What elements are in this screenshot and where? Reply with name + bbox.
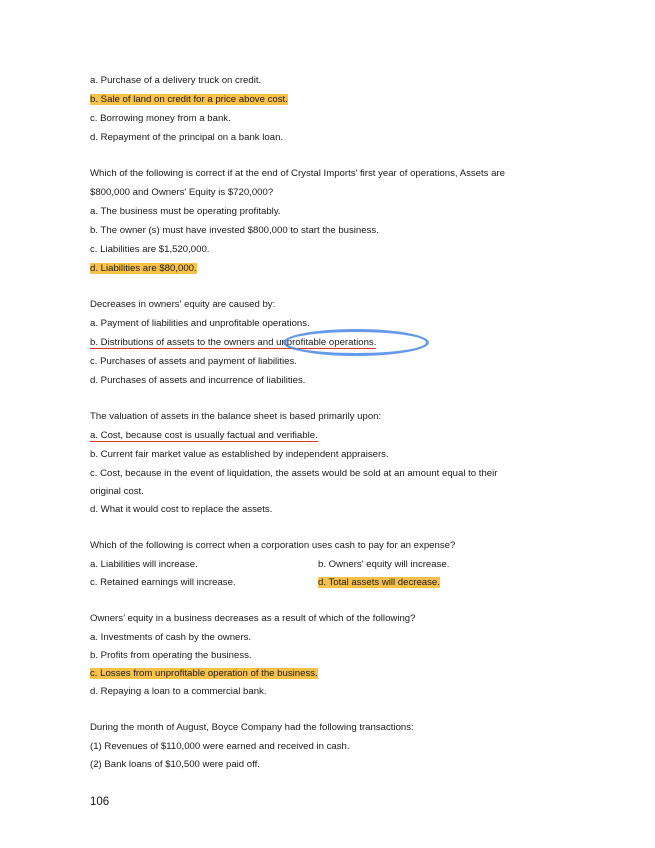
option-d: d. What it would cost to replace the assets. — [90, 504, 273, 515]
question-stem: Which of the following is correct when a corporation uses cash to pay for an expense? — [90, 540, 456, 551]
question-stem-cont: $800,000 and Owners' Equity is $720,000? — [90, 187, 274, 198]
question-stem: During the month of August, Boyce Company had the following transactions: — [90, 722, 414, 733]
option-a-underlined — [90, 429, 318, 443]
option-b: b. Current fair market value as established by independent appraisers. — [90, 449, 389, 460]
option-b: b. The owner (s) must have invested $800,000 to start the business. — [90, 225, 379, 236]
option-d-highlighted — [318, 576, 440, 590]
option-c-highlighted — [90, 667, 318, 681]
pen-circle-annotation — [283, 329, 429, 356]
option-b: b. Owners' equity will increase. — [318, 559, 450, 570]
option-d: d. Repaying a loan to a commercial bank. — [90, 686, 267, 697]
transaction-item: (2) Bank loans of $10,500 were paid off. — [90, 759, 260, 770]
question-stem: The valuation of assets in the balance sheet is based primarily upon: — [90, 411, 382, 422]
option-c: c. Purchases of assets and payment of liabilities. — [90, 356, 297, 367]
option-c: c. Retained earnings will increase. — [90, 577, 236, 588]
option-d-highlighted — [90, 262, 197, 276]
underline-mark: b. Distributions of assets to the owners and unprofitable operations. — [90, 337, 377, 348]
highlight-mark: d. Liabilities are $80,000. — [90, 263, 197, 274]
option-c: c. Liabilities are $1,520,000. — [90, 244, 210, 255]
option-d: d. Purchases of assets and incurrence of liabilities. — [90, 375, 306, 386]
question-stem: Which of the following is correct if at the end of Crystal Imports’ first year of operations, Assets are — [90, 168, 506, 179]
option-b-highlighted — [90, 93, 288, 107]
highlight-mark: d. Total assets will decrease. — [318, 577, 440, 588]
option-a: a. Liabilities will increase. — [90, 559, 198, 570]
option-c: c. Cost, because in the event of liquidation, the assets would be sold at an amount equal to their — [90, 468, 498, 479]
question-stem: Decreases in owners' equity are caused by: — [90, 299, 276, 310]
option-a: a. The business must be operating profitably. — [90, 206, 281, 217]
transaction-item: (1) Revenues of $110,000 were earned and received in cash. — [90, 741, 350, 752]
underline-mark: a. Cost, because cost is usually factual and verifiable. — [90, 430, 318, 441]
option-a: a. Investments of cash by the owners. — [90, 632, 252, 643]
option-a: a. Payment of liabilities and unprofitable operations. — [90, 318, 310, 329]
option-c: c. Borrowing money from a bank. — [90, 113, 231, 124]
option-a: a. Purchase of a delivery truck on credit. — [90, 75, 262, 86]
page-number: 106 — [90, 796, 110, 808]
option-c-cont: original cost. — [90, 486, 144, 497]
option-b: b. Profits from operating the business. — [90, 650, 252, 661]
option-d: d. Repayment of the principal on a bank loan. — [90, 132, 284, 143]
question-stem: Owners’ equity in a business decreases as a result of which of the following? — [90, 613, 416, 624]
highlight-mark: c. Losses from unprofitable operation of the business. — [90, 668, 318, 679]
highlight-mark: b. Sale of land on credit for a price above cost. — [90, 94, 288, 105]
